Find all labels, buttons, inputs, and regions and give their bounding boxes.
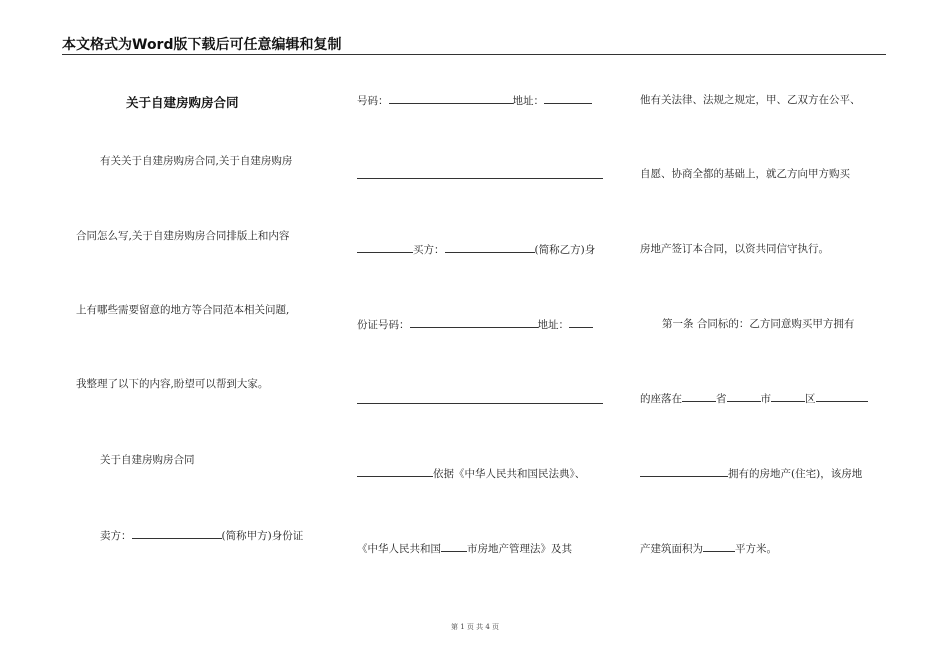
location-line: [640, 391, 868, 406]
buyer-id-blank[interactable]: [410, 317, 538, 328]
law-prefix: 《中华人民共和国: [357, 543, 441, 555]
seller-line: [100, 528, 303, 543]
owner-blank[interactable]: [640, 466, 728, 477]
page-number: 第 1 页 共 4 页: [450, 623, 500, 631]
seller-name-blank[interactable]: [132, 528, 222, 539]
buyer-tail: (简称乙方)身: [534, 244, 596, 256]
page-header: [62, 34, 886, 55]
city-blank[interactable]: [727, 391, 761, 402]
seller-id-blank[interactable]: [389, 93, 513, 104]
buyer-line: [357, 242, 595, 257]
city-label: 市: [760, 393, 771, 405]
seller-address-blank[interactable]: [544, 93, 592, 104]
number-label: 号码：: [357, 95, 389, 107]
paragraph-line: 房地产签订本合同，以资共同信守执行。: [640, 243, 829, 255]
address-label-2: 地址：: [537, 319, 569, 331]
document-title: 关于自建房购房合同: [126, 95, 239, 110]
paragraph-line: 上有哪些需要留意的地方等合同范本相关问题,: [76, 304, 290, 316]
article-1-line: 第一条 合同标的：乙方同意购买甲方拥有: [662, 318, 855, 330]
law-line: [357, 541, 572, 556]
district-blank[interactable]: [771, 391, 805, 402]
owned-text: 拥有的房地产(住宅)，该房地: [728, 468, 863, 480]
location-prefix: 的座落在: [640, 393, 682, 405]
buyer-address-end-blank[interactable]: [357, 466, 433, 477]
basis-line: [357, 466, 585, 481]
seller-address-end-blank[interactable]: [357, 242, 413, 253]
area-prefix: 产建筑面积为: [640, 543, 703, 555]
seller-tail: (简称甲方)身份证: [221, 530, 304, 542]
street-blank[interactable]: [816, 391, 868, 402]
buyer-address-blank[interactable]: [569, 317, 593, 328]
paragraph-line: 有关关于自建房购房合同,关于自建房购房: [100, 155, 293, 167]
seller-address-continuation-blank[interactable]: [357, 178, 603, 179]
city-name-blank[interactable]: [441, 541, 467, 552]
owned-line: [640, 466, 862, 481]
buyer-name-blank[interactable]: [445, 242, 535, 253]
province-blank[interactable]: [682, 391, 716, 402]
id-label: 份证号码：: [357, 319, 410, 331]
province-label: 省: [716, 393, 727, 405]
area-line: [640, 541, 777, 556]
section-heading: 关于自建房购房合同: [100, 454, 195, 466]
basis-text: 依据《中华人民共和国民法典》、: [433, 468, 586, 480]
seller-id-line: [357, 93, 592, 108]
paragraph-line: 合同怎么写,关于自建房购房合同排版上和内容: [76, 230, 290, 242]
buyer-label: 买方：: [413, 244, 445, 256]
seller-label: 卖方：: [100, 530, 132, 542]
paragraph-line: 他有关法律、法规之规定，甲、乙双方在公平、: [640, 94, 861, 106]
buyer-address-continuation-blank[interactable]: [357, 403, 603, 404]
area-blank[interactable]: [703, 541, 735, 552]
district-label: 区: [805, 393, 816, 405]
area-suffix: 平方米。: [735, 543, 777, 555]
paragraph-line: 自愿、协商全都的基础上，就乙方向甲方购买: [640, 168, 850, 180]
buyer-id-line: [357, 317, 593, 332]
address-label: 地址：: [512, 95, 544, 107]
paragraph-line: 我整理了以下的内容,盼望可以帮到大家。: [76, 378, 269, 390]
law-suffix: 市房地产管理法》及其: [467, 543, 572, 555]
header-title: 本文格式为Word版下载后可任意编辑和复制: [62, 37, 342, 53]
